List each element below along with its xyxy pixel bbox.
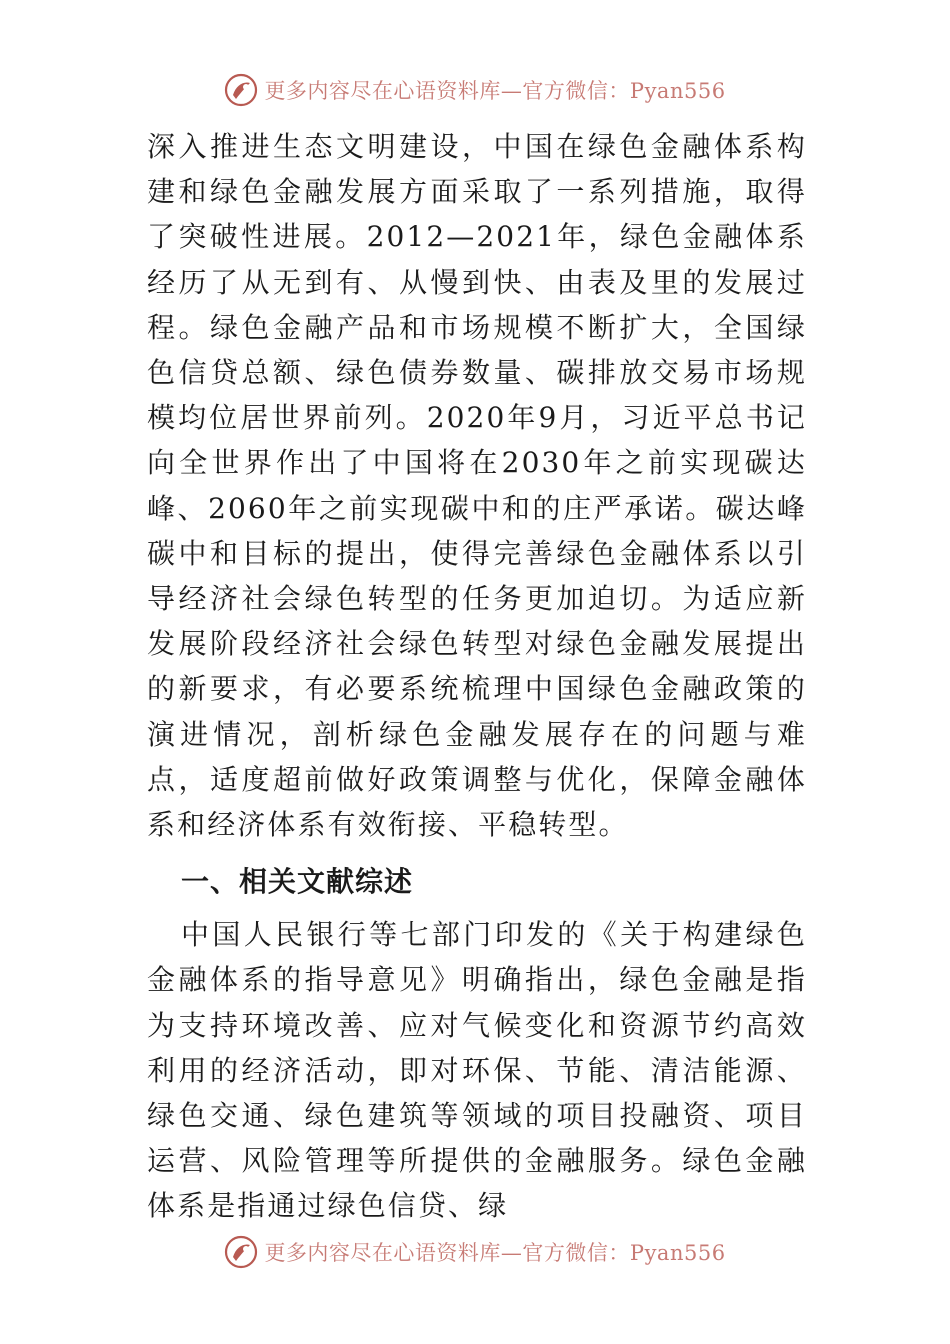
watermark-text: 更多内容尽在心语资料库—官方微信：Pyan556: [264, 1241, 726, 1265]
watermark-footer: [0, 1232, 950, 1272]
logo-icon: [224, 73, 258, 107]
body-paragraph: 中国人民银行等七部门印发的《关于构建绿色金融体系的指导意见》明确指出，绿色金融是指为支持环境改善、应对气候变化和资源节约高效利用的经济活动，即对环保、节能、清洁能源、绿色交通、绿色建筑等领域的项目投融资、项目运营、风险管理等所提供的金融服务。绿色金融体系是指通过绿色信贷、绿: [147, 918, 807, 1223]
watermark-text: 更多内容尽在心语资料库—官方微信：Pyan556: [264, 79, 726, 103]
body-paragraph: 深入推进生态文明建设，中国在绿色金融体系构建和绿色金融发展方面采取了一系列措施，取得了突破性进展。2012—2021年，绿色金融体系经历了从无到有、从慢到快、由表及里的发展过程。绿色金融产品和市场规模不断扩大，全国绿色信贷总额、绿色债券数量、碳排放交易市场规模均位居世界前列。2020年9月，习近平总书记向全世界作出了中国将在2030年之前实现碳达峰、2060年之前实现碳中和的庄严承诺。碳达峰碳中和目标的提出，使得完善绿色金融体系以引导经济社会绿色转型的任务更加迫切。为适应新发展阶段经济社会绿色转型对绿色金融发展提出的新要求，有必要系统梳理中国绿色金融政策的演进情况，剖析绿色金融发展存在的问题与难点，适度超前做好政策调整与优化，保障金融体系和经济体系有效衔接、平稳转型。: [147, 130, 807, 842]
section-heading: 一、相关文献综述: [181, 865, 414, 899]
watermark-header: [0, 70, 950, 110]
document-body: [147, 124, 807, 1229]
logo-icon: [224, 1235, 258, 1269]
